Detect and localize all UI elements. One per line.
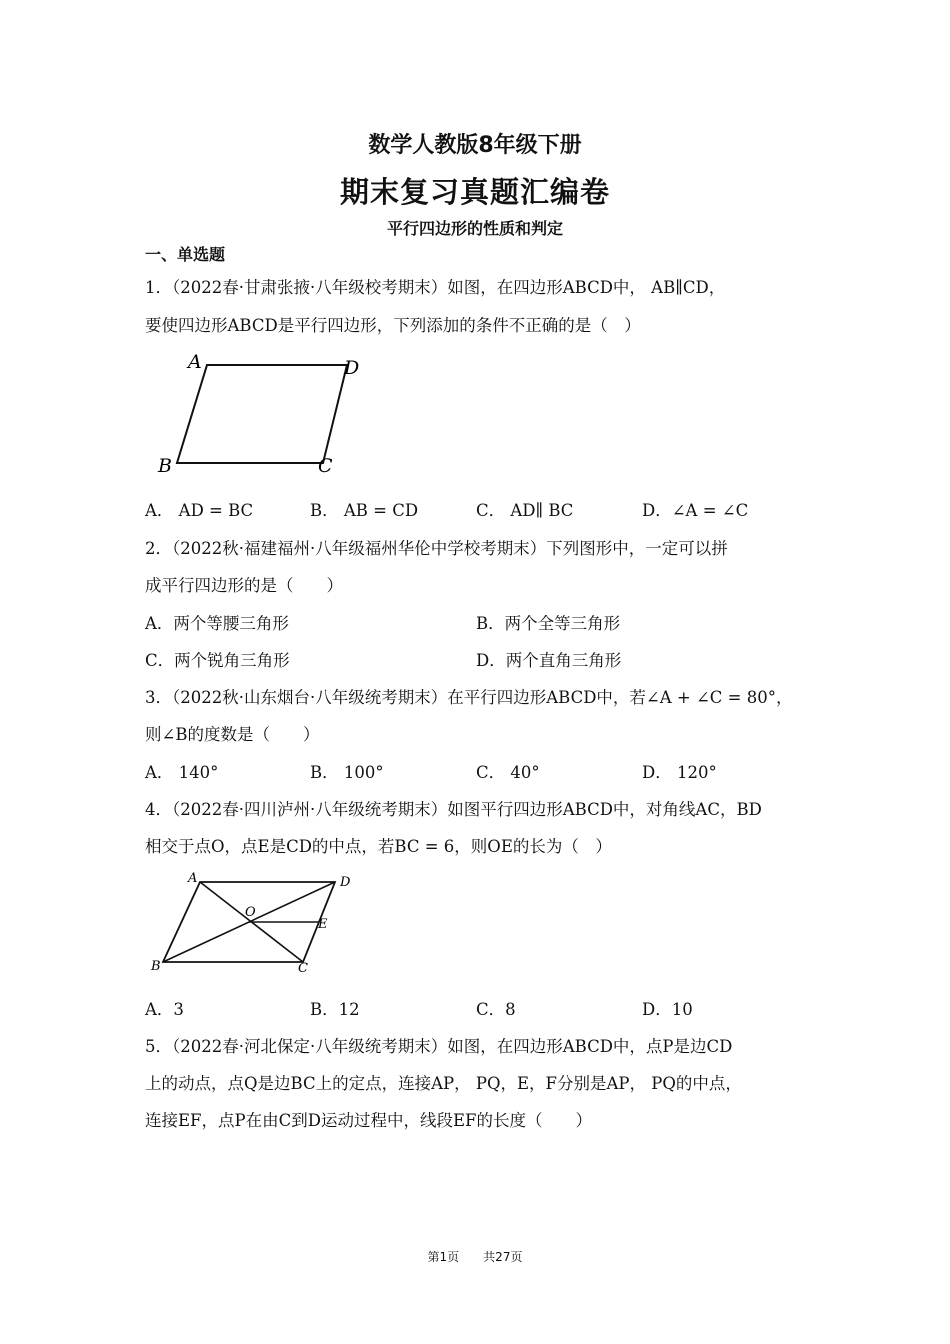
q4-label-E: E: [318, 917, 328, 932]
q4-option-c[interactable]: C．8: [476, 1000, 516, 1019]
page-title: 数学人教版8年级下册: [368, 133, 582, 158]
q1-parallelogram-figure: [150, 348, 380, 480]
q2-option-d[interactable]: D．两个直角三角形: [476, 651, 622, 670]
q1-label-A: A: [188, 351, 202, 373]
q4-label-C: C: [298, 961, 308, 976]
q3-line-2: 则∠B的度数是（ ）: [145, 725, 320, 744]
q3-option-d[interactable]: D． 120°: [642, 763, 717, 782]
q3-option-c[interactable]: C． 40°: [476, 763, 540, 782]
q4-option-a[interactable]: A．3: [145, 1000, 184, 1019]
q2-option-b[interactable]: B．两个全等三角形: [476, 614, 621, 633]
q1-parallelogram: [177, 365, 347, 463]
q1-label-D: D: [344, 357, 360, 379]
q2-option-c[interactable]: C．两个锐角三角形: [145, 651, 290, 670]
q4-label-B: B: [151, 959, 161, 974]
q3-option-b[interactable]: B． 100°: [310, 763, 384, 782]
q1-label-B: B: [158, 455, 172, 477]
q4-parallelogram-figure: [148, 868, 368, 980]
page-footer: 第1页 共27页: [427, 1250, 523, 1264]
topic-title: 平行四边形的性质和判定: [386, 219, 563, 238]
q1-option-c[interactable]: C． AD∥ BC: [476, 501, 574, 520]
q4-option-d[interactable]: D．10: [642, 1000, 693, 1019]
q3-option-a[interactable]: A． 140°: [145, 763, 219, 782]
q4-option-b[interactable]: B．12: [310, 1000, 360, 1019]
q1-label-C: C: [318, 455, 333, 477]
q4-label-O: O: [245, 905, 256, 920]
q2-option-a[interactable]: A．两个等腰三角形: [145, 614, 289, 633]
q4-line-2: 相交于点O，点E是CD的中点，若BC = 6，则OE的长为（ ）: [145, 837, 612, 856]
q1-option-a[interactable]: A． AD = BC: [145, 501, 254, 520]
q4-label-D: D: [340, 875, 351, 890]
q5-line-1: 5．（2022春·河北保定·八年级统考期末）如图，在四边形ABCD中，点P是边CD: [145, 1037, 733, 1056]
q5-line-2: 上的动点，点Q是边BC上的定点，连接AP， PQ，E，F分别是AP， PQ的中点，: [145, 1074, 742, 1093]
q1-line-2: 要使四边形ABCD是平行四边形，下列添加的条件不正确的是（ ）: [145, 316, 641, 335]
exam-title: 期末复习真题汇编卷: [339, 175, 610, 209]
section-heading: 一、单选题: [145, 245, 226, 264]
q5-line-3: 连接EF，点P在由C到D运动过程中，线段EF的长度（ ）: [145, 1111, 592, 1130]
q2-line-2: 成平行四边形的是（ ）: [145, 576, 343, 595]
q4-label-A: A: [188, 871, 198, 886]
q1-line-1: 1．（2022春·甘肃张掖·八年级校考期末）如图，在四边形ABCD中， AB∥CD，: [145, 278, 726, 297]
q2-line-1: 2．（2022秋·福建福州·八年级福州华伦中学校考期末）下列图形中，一定可以拼: [145, 539, 728, 558]
q4-line-1: 4．（2022春·四川泸州·八年级统考期末）如图平行四边形ABCD中，对角线AC，BD: [145, 800, 762, 819]
q1-option-d[interactable]: D．∠A = ∠C: [642, 501, 749, 520]
q3-line-1: 3．（2022秋·山东烟台·八年级统考期末）在平行四边形ABCD中，若∠A + ∠C = 80°，: [145, 688, 793, 707]
q1-option-b[interactable]: B． AB = CD: [310, 501, 419, 520]
